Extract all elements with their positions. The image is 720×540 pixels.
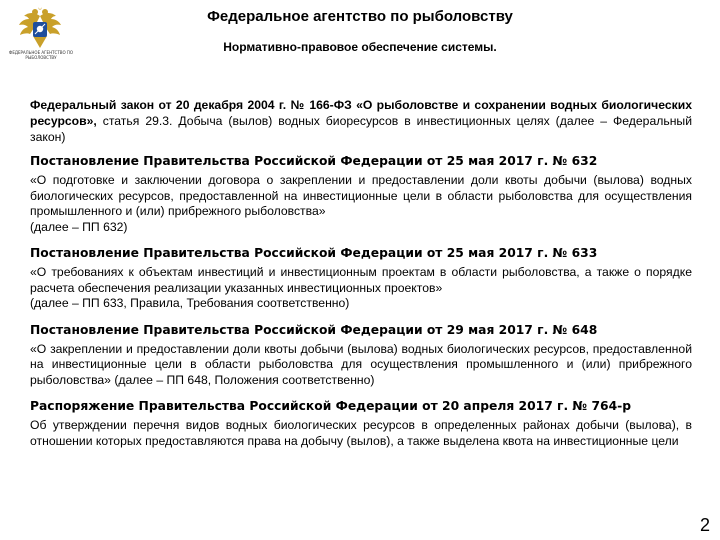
document-description [30, 418, 692, 449]
emblem-caption: ФЕДЕРАЛЬНОЕ АГЕНТСТВО ПО РЫБОЛОВСТВУ [8, 50, 74, 60]
federal-law-text: статья 29.3. Добыча (вылов) водных биоресурсов в инвестиционных целях (далее – Федеральный закон) [30, 114, 692, 144]
page-number: 2 [699, 515, 710, 535]
document-body: «О подготовке и заключении договора о закреплении и предоставлении доли квоты добычи (вылова) водных биологических ресурсов, предоставленной на инвестиционные цели в области рыболовства для осуществления промышленного и (или) прибрежного рыболовства» [30, 173, 692, 218]
document-note: (далее – ПП 632) [30, 219, 128, 234]
document-title: Постановление Правительства Российской Федерации от 25 мая 2017 г. № 633 [30, 246, 598, 260]
document-item [30, 245, 692, 312]
document-description [30, 265, 692, 312]
federal-law-paragraph [30, 97, 692, 145]
slide-subtitle: Нормативно-правовое обеспечение системы. [223, 40, 497, 54]
document-item [30, 153, 692, 235]
document-title: Постановление Правительства Российской Федерации от 29 мая 2017 г. № 648 [30, 322, 598, 337]
document-title: Распоряжение Правительства Российской Федерации от 20 апреля 2017 г. № 764-р [30, 399, 632, 413]
document-body: «О закреплении и предоставлении доли квоты добычи (вылова) водных биологических ресурсов, предоставленной на инвестиционные цели в области рыболовства для осуществления промышленного и (или) прибрежного рыболовства» (далее – ПП 648, Положения соответственно) [30, 341, 692, 387]
slide-header [0, 0, 720, 72]
document-note: (далее – ПП 633, Правила, Требования соответственно) [30, 296, 350, 310]
document-description [30, 342, 692, 389]
document-item [30, 322, 692, 389]
document-body: Об утверждении перечня видов водных биологических ресурсов в определенных районах добычи (вылова), в отношении которых предоставляются права на добычу (вылов), а также выделена квота на инвестиционные цели [30, 418, 692, 448]
document-title: Постановление Правительства Российской Федерации от 25 мая 2017 г. № 632 [30, 154, 598, 168]
documents-list [30, 97, 692, 449]
agency-title: Федеральное агентство по рыболовству [207, 8, 513, 25]
document-description [30, 173, 692, 235]
document-item [30, 398, 692, 449]
federal-law-title: Федеральный закон от 20 декабря 2004 г. № 166-ФЗ «О рыболовстве и сохранении водных биологических ресурсов», [30, 98, 692, 128]
document-body: «О требованиях к объектам инвестиций и инвестиционным проектам в области рыболовства, а также о порядке расчета обеспечения реализации указанных инвестиционных проектов» [30, 265, 692, 295]
